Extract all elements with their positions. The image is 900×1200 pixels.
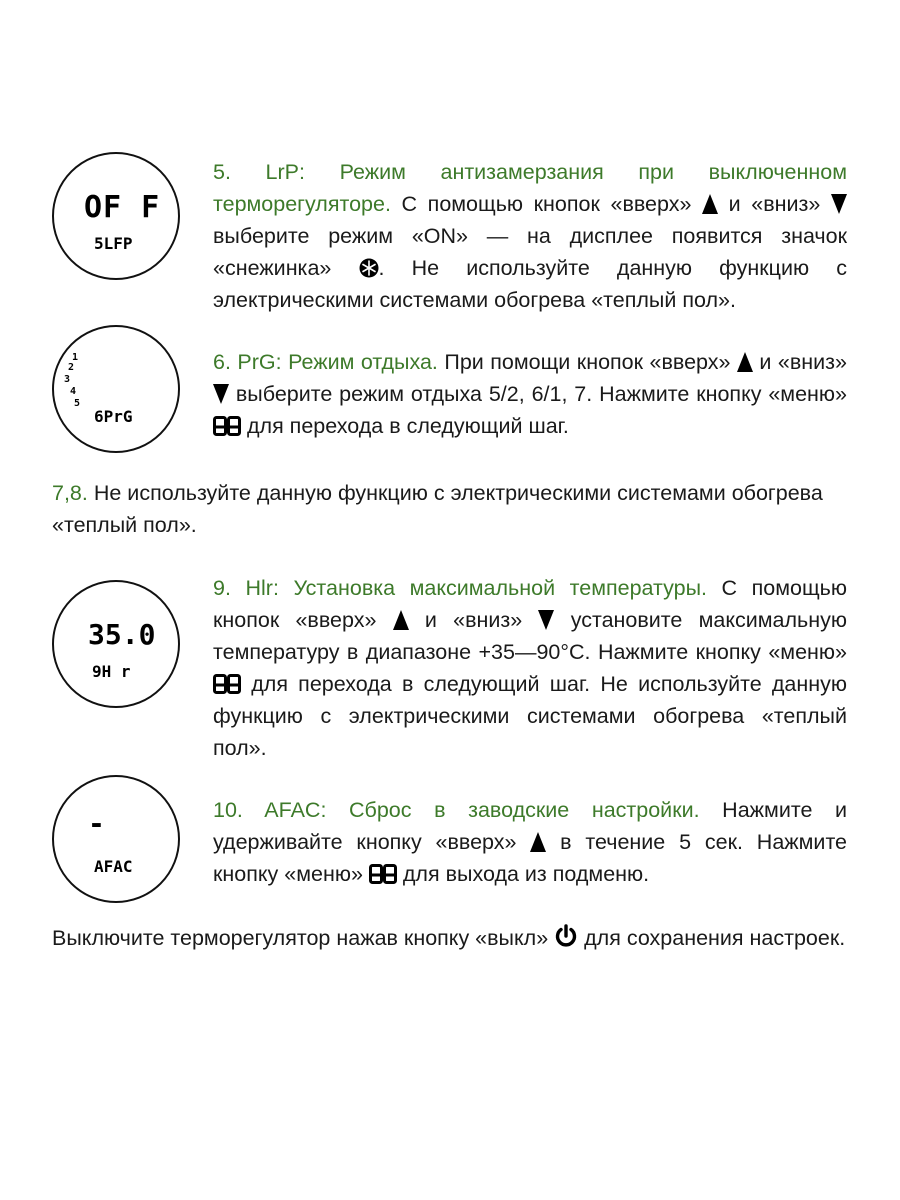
section-6-text-4: для перехода в следующий шаг. bbox=[241, 414, 569, 438]
display-hlr-label: 9H r bbox=[92, 662, 131, 681]
section-10-text bbox=[213, 794, 847, 890]
snowflake-icon bbox=[359, 258, 379, 278]
display-lrp-label: 5LFP bbox=[94, 234, 133, 253]
section-6-text bbox=[213, 346, 847, 442]
section-78-body: Не используйте данную функцию с электрическими системами обогрева «теплый пол». bbox=[52, 481, 823, 537]
section-10-text-3: для выхода из подменю. bbox=[396, 862, 650, 886]
day-3: 3 bbox=[64, 374, 71, 385]
section-78-text bbox=[52, 477, 852, 541]
menu-book-icon bbox=[213, 416, 241, 436]
display-lrp bbox=[52, 152, 180, 280]
section-5-text: 5. LrP: Режим антизамерзания при выключенном терморегуляторе. С помощью кнопок «вверх» и «вниз» выберите режим «ON» — на дисплее появится значок «снежинка» . Не используйте данную функцию с электрическими системами обогрева «теплый пол». bbox=[213, 160, 847, 312]
section-9-text-3: установите максимальную температуру в диапазоне +35—90°С. Нажмите кнопку «меню» bbox=[213, 608, 847, 664]
display-afac bbox=[52, 775, 180, 903]
section-5-text-1: С помощью кнопок «вверх» bbox=[390, 192, 692, 216]
section-5-text-4: Не используйте данную функцию с электрическими системами обогрева «теплый пол». bbox=[213, 256, 847, 312]
menu-book-icon bbox=[213, 674, 241, 694]
section-9-text-4: для перехода в следующий шаг. Не используйте данную функцию с электрическими системами обогрева «теплый пол». bbox=[213, 672, 847, 760]
section-9-text bbox=[213, 572, 847, 764]
section-9-heading: 9. Hlr: Установка максимальной температуры. bbox=[213, 576, 708, 600]
display-prg-label: 6PrG bbox=[94, 407, 133, 426]
day-5: 5 bbox=[74, 398, 81, 409]
footer-text-1: Выключите терморегулятор нажав кнопку «выкл» bbox=[52, 926, 549, 950]
display-prg bbox=[52, 325, 180, 453]
section-10-text-1: Нажмите и удерживайте кнопку «вверх» bbox=[213, 798, 847, 854]
down-triangle-icon bbox=[213, 384, 229, 404]
section-6-text-2: и «вниз» bbox=[752, 350, 847, 374]
section-6-text-3: выберите режим отдыха 5/2, 6/1, 7. Нажмите кнопку «меню» bbox=[229, 382, 847, 406]
down-triangle-icon bbox=[831, 194, 847, 214]
section-9-text-1: С помощью кнопок «вверх» bbox=[213, 576, 847, 632]
up-triangle-icon bbox=[530, 832, 546, 852]
down-triangle-icon bbox=[538, 610, 554, 630]
section-6-text-1: При помощи кнопок «вверх» bbox=[437, 350, 731, 374]
power-icon bbox=[554, 924, 578, 948]
section-10-heading: 10. AFAC: Сброс в заводские настройки. bbox=[213, 798, 700, 822]
display-lrp-value: OF F bbox=[84, 190, 161, 225]
display-hlr bbox=[52, 580, 180, 708]
display-afac-label: AFAC bbox=[94, 857, 133, 876]
section-5-text-2: и «вниз» bbox=[718, 192, 821, 216]
day-2: 2 bbox=[68, 362, 75, 373]
section-5-heading: 5. LrP: Режим антизамерзания при выключенном терморегуляторе. bbox=[213, 160, 847, 216]
section-78-heading: 7,8. bbox=[52, 481, 88, 505]
display-afac-value: - bbox=[88, 807, 105, 840]
day-1: 1 bbox=[72, 352, 79, 363]
display-hlr-value: 35.0 bbox=[88, 618, 156, 651]
day-4: 4 bbox=[70, 386, 77, 397]
up-triangle-icon bbox=[702, 194, 718, 214]
up-triangle-icon bbox=[393, 610, 409, 630]
footer-text-2: для сохранения настроек. bbox=[578, 926, 846, 950]
footer-text bbox=[52, 922, 852, 954]
section-5-text-3: выберите режим «ON» — на дисплее появится значок «снежинка» bbox=[213, 224, 847, 280]
up-triangle-icon bbox=[737, 352, 753, 372]
section-10-text-2: в течение 5 сек. Нажмите кнопку «меню» bbox=[213, 830, 848, 886]
section-6-heading: 6. PrG: Режим отдыха. bbox=[213, 350, 438, 374]
menu-book-icon bbox=[369, 864, 397, 884]
section-9-text-2: и «вниз» bbox=[408, 608, 523, 632]
